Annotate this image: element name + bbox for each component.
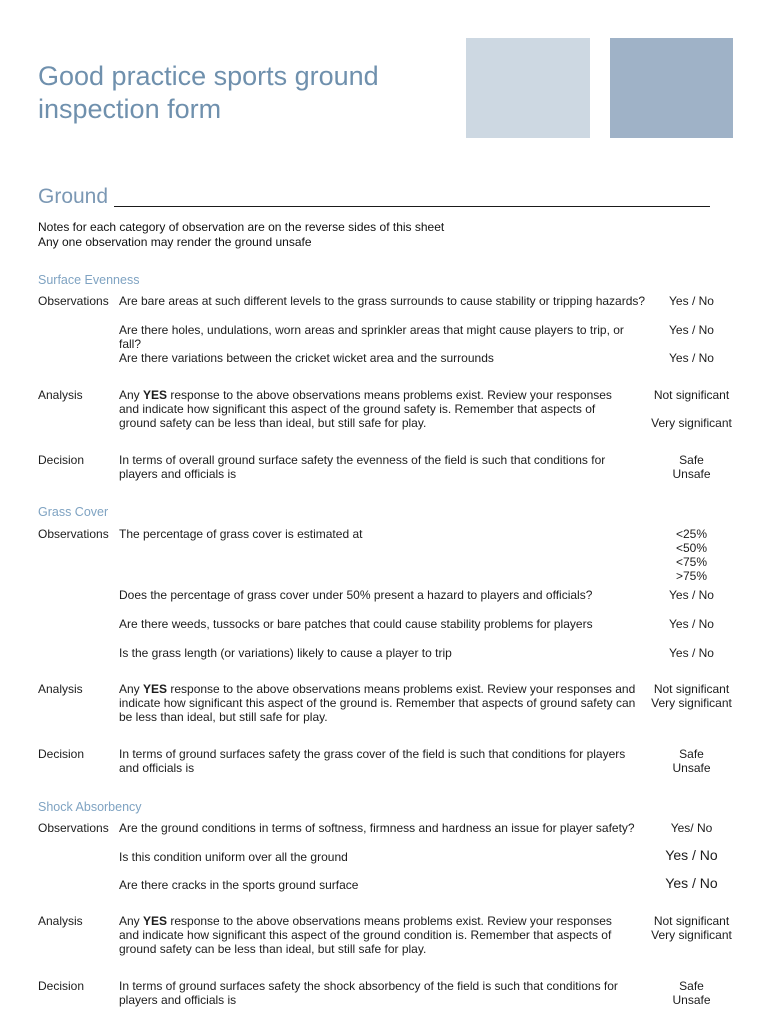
grass-answer-2[interactable]: Yes / No [669,588,714,602]
shock-decision-safe[interactable]: Safe [679,979,704,993]
grass-observations-label: Observations [38,527,109,541]
shock-decision-text: In terms of ground surfaces safety the shock absorbency of the field is such that conditions for players and officials is [119,979,618,1007]
surface-analysis-yes: YES [143,388,168,402]
surface-answer-3[interactable]: Yes / No [669,351,714,365]
shock-analysis-yes: YES [143,914,168,928]
notes-line-1: Notes for each category of observation are on the reverse sides of this sheet [38,220,445,234]
grass-analysis-very-significant[interactable]: Very significant [651,696,732,710]
shock-analysis-very-significant[interactable]: Very significant [651,928,732,942]
shock-decision-unsafe[interactable]: Unsafe [672,993,711,1007]
shock-observations-label: Observations [38,821,109,835]
surface-decision-safe[interactable]: Safe [679,453,704,467]
decorative-square-dark [610,38,733,138]
grass-decision-unsafe[interactable]: Unsafe [672,761,711,775]
grass-analysis-yes: YES [143,682,168,696]
grass-question-4: Is the grass length (or variations) likely to cause a player to trip [119,646,452,660]
surface-answer-1[interactable]: Yes / No [669,294,714,308]
grass-question-1: The percentage of grass cover is estimated at [119,527,363,541]
grass-option-lt50[interactable]: <50% [675,541,708,555]
shock-answer-2[interactable]: Yes / No [665,847,718,863]
grass-decision-label: Decision [38,747,85,761]
surface-observations-label: Observations [38,294,109,308]
surface-question-3: Are there variations between the cricket wicket area and the surrounds [119,351,494,365]
notes [38,220,444,249]
shock-analysis-not-significant[interactable]: Not significant [653,914,730,928]
surface-decision-unsafe[interactable]: Unsafe [672,467,711,481]
grass-option-lt75[interactable]: <75% [675,555,708,569]
shock-answer-1[interactable]: Yes/ No [670,821,713,835]
surface-question-1: Are bare areas at such different levels to the grass surrounds to cause stability or tripping hazards? [119,294,646,308]
grass-analysis-not-significant[interactable]: Not significant [653,682,730,696]
grass-answer-3[interactable]: Yes / No [669,617,714,631]
surface-decision-text: In terms of overall ground surface safety the evenness of the field is such that conditions for players and officials is [119,453,606,481]
shock-decision-label: Decision [38,979,85,993]
section-heading-grass-cover: Grass Cover [38,505,109,519]
shock-question-1: Are the ground conditions in terms of softness, firmness and hardness an issue for player safety? [119,821,635,835]
surface-analysis-not-significant[interactable]: Not significant [653,388,730,402]
grass-analysis-label: Analysis [38,682,83,696]
grass-question-2: Does the percentage of grass cover under 50% present a hazard to players and officials? [119,588,593,602]
ground-label: Ground [38,185,109,208]
surface-decision-label: Decision [38,453,85,467]
surface-analysis-very-significant[interactable]: Very significant [651,416,732,430]
surface-analysis-text: Any YES response to the above observations means problems exist. Review your responses and indicate how significant this aspect of the ground safety is. Remember that aspects of ground safety can be less than ideal, but still safe for play. [119,388,612,430]
grass-decision-text: In terms of ground surfaces safety the grass cover of the field is such that conditions for players and officials is [119,747,626,775]
grass-option-gt75[interactable]: >75% [675,569,708,583]
grass-decision-safe[interactable]: Safe [679,747,704,761]
page-title: Good practice sports ground inspection form [38,61,379,124]
grass-answer-4[interactable]: Yes / No [669,646,714,660]
section-heading-surface-evenness: Surface Evenness [38,273,140,287]
shock-analysis-text: Any YES response to the above observations means problems exist. Review your responses and indicate how significant this aspect of the ground condition is. Remember that aspects of ground safety can be less than ideal, but still safe for play. [119,914,612,956]
decorative-square-light [466,38,590,138]
shock-question-3: Are there cracks in the sports ground surface [119,878,359,892]
surface-question-2: Are there holes, undulations, worn areas and sprinkler areas that might cause players to trip, or fall? [119,323,624,351]
surface-analysis-label: Analysis [38,388,83,402]
shock-analysis-label: Analysis [38,914,83,928]
grass-analysis-text: Any YES response to the above observations means problems exist. Review your responses and indicate how significant this aspect of the ground is. Remember that aspects of ground safety can be less than ideal, but still safe for play. [119,682,636,724]
section-heading-shock-absorbency: Shock Absorbency [38,800,142,814]
shock-answer-3[interactable]: Yes / No [665,875,718,891]
grass-question-3: Are there weeds, tussocks or bare patches that could cause stability problems for players [119,617,593,631]
shock-question-2: Is this condition uniform over all the ground [119,850,348,864]
surface-answer-2[interactable]: Yes / No [669,323,714,337]
notes-line-2: Any one observation may render the ground unsafe [38,234,312,249]
grass-option-lt25[interactable]: <25% [675,527,708,541]
ground-input-line[interactable] [114,206,710,207]
